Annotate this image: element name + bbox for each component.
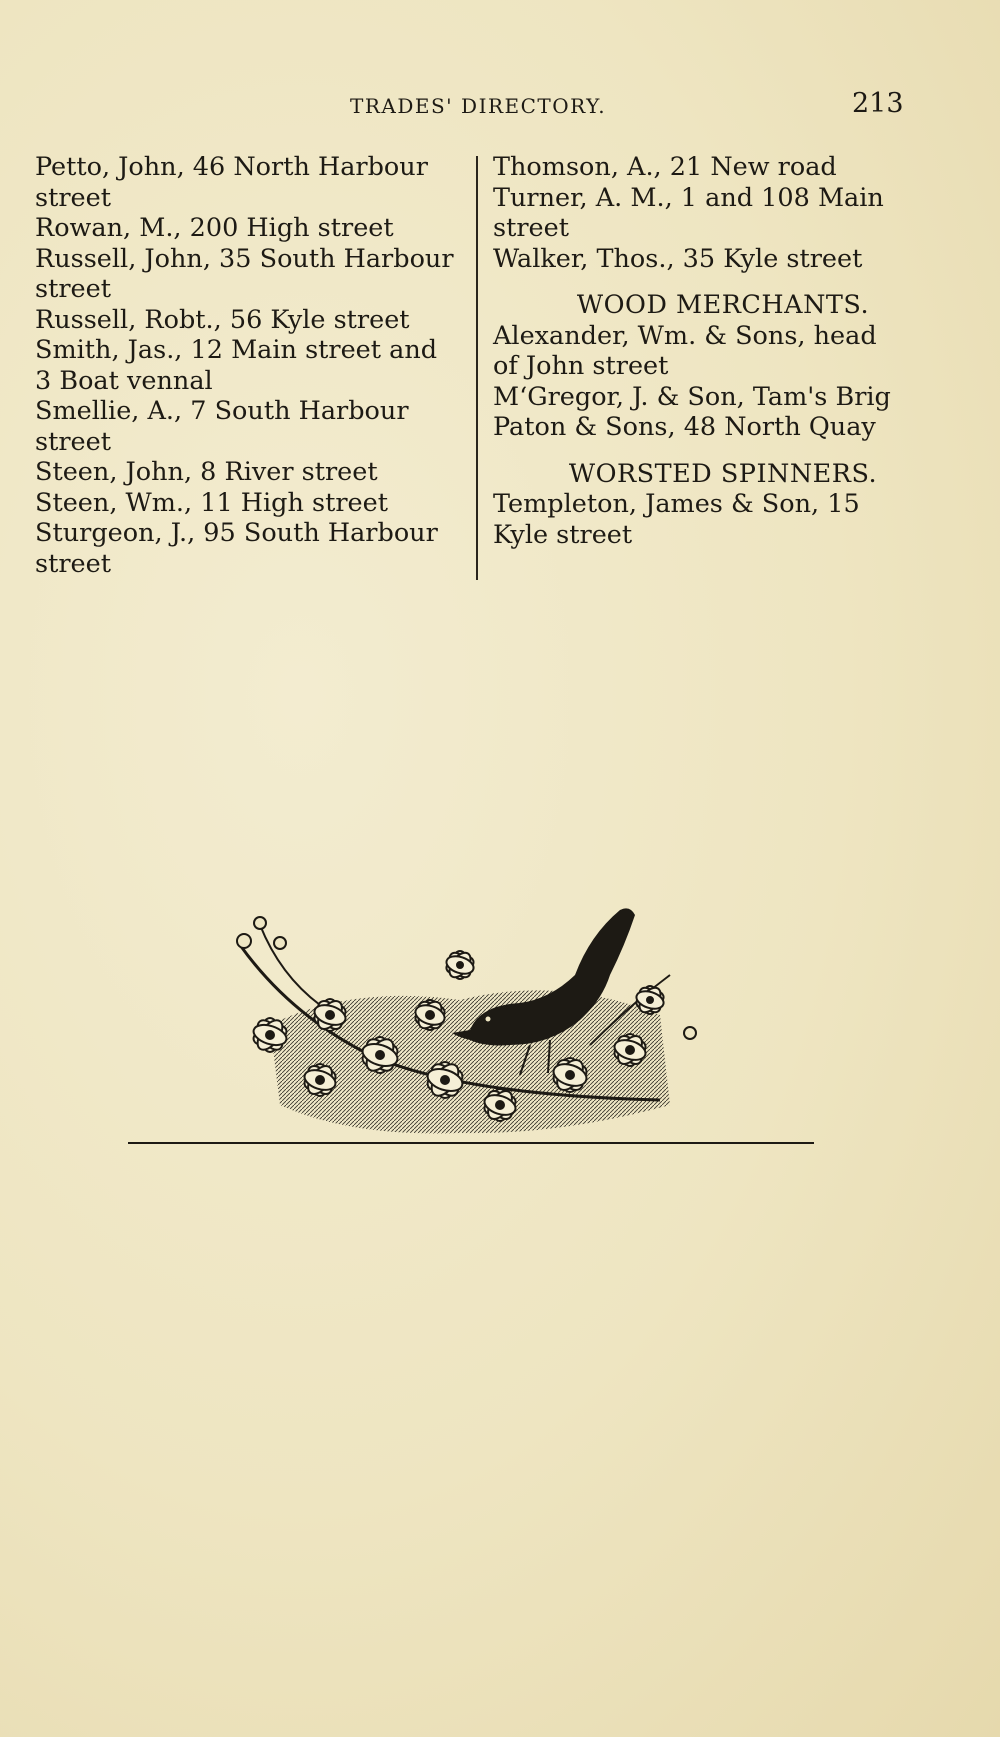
directory-entry bbox=[35, 305, 468, 336]
column-divider bbox=[476, 156, 478, 580]
entry-line: M‘Gregor, J. & Son, Tam's Brig bbox=[493, 381, 891, 412]
right-column bbox=[493, 152, 953, 550]
directory-columns bbox=[35, 152, 935, 584]
directory-entry bbox=[493, 489, 953, 550]
entry-continuation: street bbox=[35, 548, 111, 579]
directory-entry bbox=[493, 152, 953, 183]
running-header bbox=[0, 88, 1000, 122]
running-title: TRADES' DIRECTORY. bbox=[350, 94, 607, 118]
directory-entry bbox=[493, 321, 953, 382]
directory-entry bbox=[493, 382, 953, 413]
entry-continuation: 3 Boat vennal bbox=[35, 365, 213, 396]
entry-line: Steen, John, 8 River street bbox=[35, 457, 378, 487]
directory-entry bbox=[35, 518, 468, 579]
entry-line: Petto, John, 46 North Harbour bbox=[35, 152, 428, 182]
entry-line: Thomson, A., 21 New road bbox=[493, 152, 837, 182]
entry-continuation: street bbox=[35, 426, 111, 457]
section-heading-worsted-spinners: WORSTED SPINNERS. bbox=[568, 458, 878, 489]
entry-continuation: street bbox=[35, 182, 111, 213]
directory-entry bbox=[493, 412, 953, 443]
entry-continuation: street bbox=[35, 274, 111, 304]
entry-continuation: street bbox=[493, 213, 569, 243]
directory-entry bbox=[493, 183, 953, 244]
directory-entry bbox=[35, 457, 468, 488]
page-number: 213 bbox=[852, 88, 904, 119]
directory-entry bbox=[35, 244, 468, 305]
entry-line: Turner, A. M., 1 and 108 Main bbox=[493, 182, 884, 213]
entry-line: Paton & Sons, 48 North Quay bbox=[493, 412, 876, 442]
entry-continuation: of John street bbox=[493, 351, 669, 381]
section-heading-wood-merchants: WOOD MERCHANTS. bbox=[576, 290, 870, 320]
entry-line: Smith, Jas., 12 Main street and bbox=[35, 335, 438, 365]
directory-entry bbox=[35, 396, 468, 457]
entry-line: Steen, Wm., 11 High street bbox=[35, 487, 388, 518]
directory-entry bbox=[35, 213, 468, 244]
entry-line: Russell, John, 35 South Harbour bbox=[35, 243, 454, 274]
entry-line: Walker, Thos., 35 Kyle street bbox=[493, 243, 863, 274]
entry-continuation: Kyle street bbox=[493, 519, 633, 550]
entry-line: Alexander, Wm. & Sons, head bbox=[493, 320, 877, 351]
entry-line: Sturgeon, J., 95 South Harbour bbox=[35, 518, 438, 548]
directory-entry bbox=[35, 335, 468, 396]
entry-line: Templeton, James & Son, 15 bbox=[493, 489, 860, 519]
left-column bbox=[35, 152, 468, 579]
bird-on-blossom-vignette-icon bbox=[230, 905, 720, 1145]
directory-entry bbox=[493, 244, 953, 275]
entry-line: Rowan, M., 200 High street bbox=[35, 213, 394, 243]
entry-line: Russell, Robt., 56 Kyle street bbox=[35, 304, 410, 335]
entry-line: Smellie, A., 7 South Harbour bbox=[35, 396, 409, 426]
horizontal-rule bbox=[128, 1142, 814, 1144]
directory-entry bbox=[35, 488, 468, 519]
directory-entry bbox=[35, 152, 468, 213]
